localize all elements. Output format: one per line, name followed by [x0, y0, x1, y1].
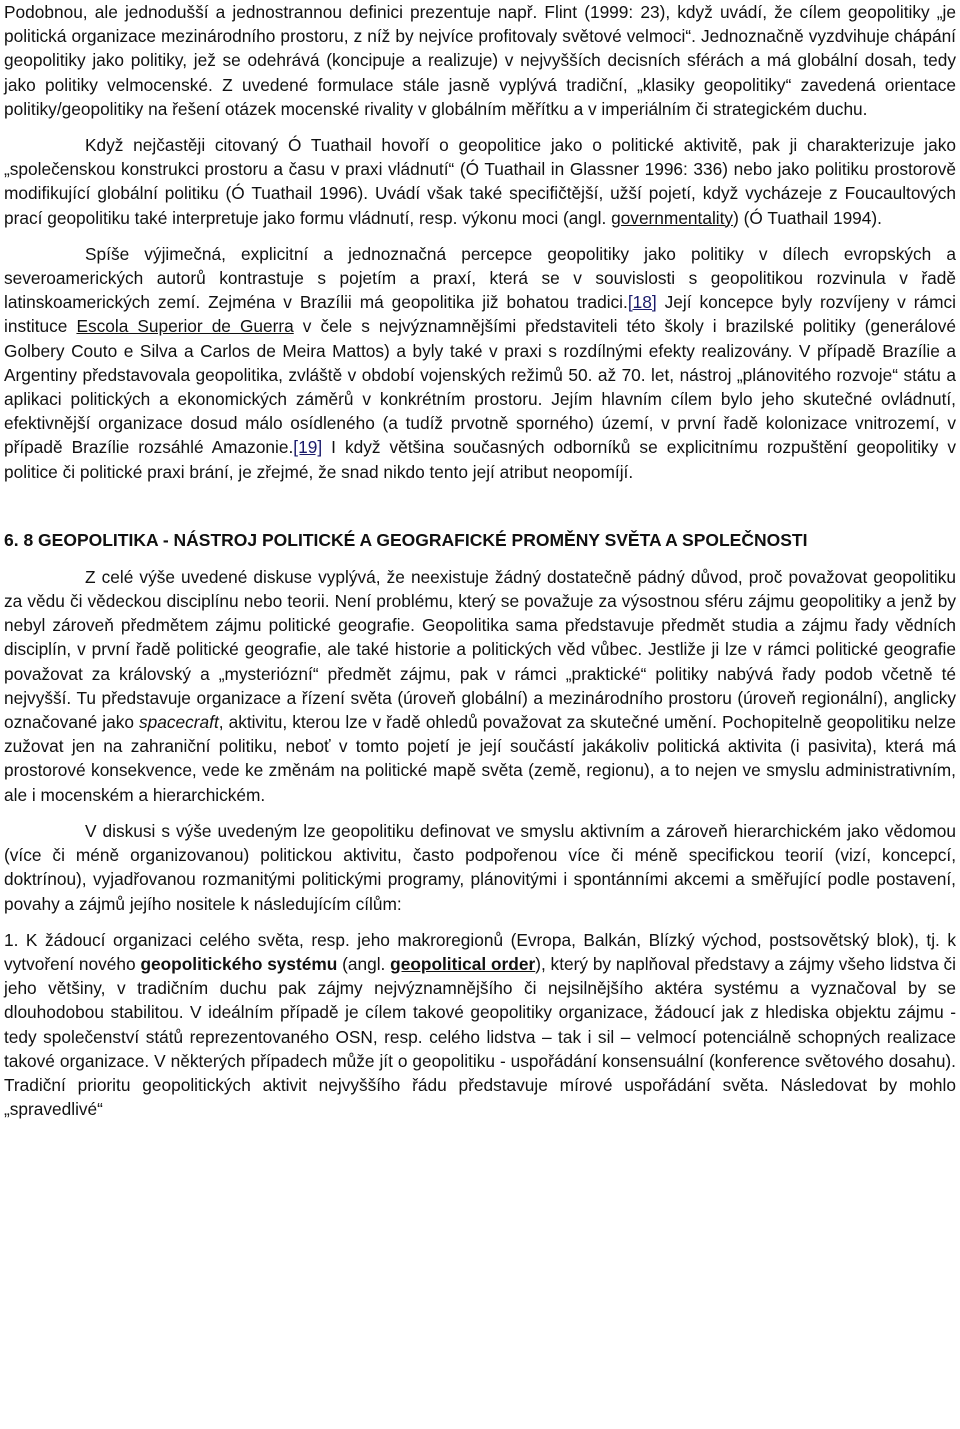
paragraph-conclusion — [4, 565, 956, 807]
paragraph-text: Podobnou, ale jednodušší a jednostrannou definici prezentuje např. Flint (1999: 23), když uvádí, že cílem geopolitiky „je politická organizace mezinárodního prostoru, z níž by nejvíce profitovaly světové velmoci“. Jednoznačně vyzdvihuje chápání geopolitiky jako politiky, jež se odehrává (koncipuje a realizuje) v nejvyšších decisních sférách a má globální dosah, tedy jako politiky velmocenské. Z uvedené formulace stále jasně vyplývá tradiční, „klasiky geopolitiky“ zavedená orientace politiky/geopolitiky na řešení otázek mocenské rivality v globálním měřítku a v imperiálním či strategickém duchu. — [4, 2, 956, 119]
paragraph-definition — [4, 819, 956, 916]
paragraph-flint — [4, 0, 956, 121]
paragraph-text: (angl. — [337, 953, 391, 974]
paragraph-text: Když nejčastěji citovaný Ó Tuathail hovoří o geopolitice jako o politické aktivitě, pak ji charakterizuje jako „společenskou konstrukci prostoru a času v praxi vládnutí“ (Ó Tuathail in Glassner 1996: 336) nebo jako politiku prostorově modifikující globální politiku (Ó Tuathail 1996). Uvádí však také specifičtější, užší pojetí, když vycházeje z Foucaultových prací geopolitiku také interpretuje jako formu vládnutí, resp. výkonu moci (angl. — [4, 135, 956, 228]
paragraph-text: ), který by naplňoval představy a zájmy všeho lidstva či jeho většiny, v tradičním duchu pak zájmy nejvýznamnějšího či nejsilnějšího aktéra systému a vyznačoval by se dlouhodobou stabilitou. V ideálním případě je cílem takové geopolitiky organizace, žádoucí jak z hlediska objektu zájmu - tedy společenství států reprezentovaného OSN, resp. celého lidstva – tak i sil – velmocí potenciálně schopných realizace takové organizace. V některých případech může jít o geopolitiku - uspořádání konsensuální (konference světového dosahu). Tradiční prioritu geopolitických aktivit nejvyššího řádu představuje mírové uspořádání světa. Následovat by mohlo „spravedlivé“ — [4, 953, 956, 1120]
paragraph-text: I když většina současných odborníků se explicitnímu rozpuštění geopolitiky v politice či politické praxi brání, je zřejmé, že snad nikdo tento její atribut neopomíjí. — [4, 437, 956, 482]
section-heading: 6. 8 GEOPOLITIKA - NÁSTROJ POLITICKÉ A GEOGRAFICKÉ PROMĚNY SVĚTA A SPOLEČNOSTI — [4, 529, 808, 550]
link-escola-superior-de-guerra[interactable]: Escola Superior de Guerra — [76, 316, 294, 337]
paragraph-text: ) (Ó Tuathail 1994). — [733, 207, 882, 228]
paragraph-text: Z celé výše uvedené diskuse vyplývá, že neexistuje žádný dostatečně pádný důvod, proč považovat geopolitiku za vědu či vědeckou disciplínu nebo teorii. Není problému, který se považuje za výsostnou sféru zájmu geopolitiky a jenž by nebyl zároveň předmětem zájmu politické geografie. Geopolitika sama představuje předmět studia a zájmu řady vědních disciplín, v první řadě politické geografie, ale také historie a politických věd vůbec. Jestliže ji lze v rámci politické geografie považovat za královský a „mysteriózní“ předmět zájmu, pak v rámci „praktické“ politiky nabývá řady podob včetně té nejvyšší. Tu představuje organizace a řízení světa (úroveň globální) a mezinárodního prostoru (úroveň regionální), anglicky označované jako — [4, 566, 956, 733]
emphasis-spacecraft: spacecraft — [139, 712, 219, 733]
paragraph-text: Spíše výjimečná, explicitní a jednoznačná percepce geopolitiky jako politiky v dílech evropských a severoamerických autorů kontrastuje s pojetím a praxí, která se v souvislosti s geopolitikou rozvinula v řadě latinskoamerických zemí. Zejména v Brazílii má geopolitika již bohatou tradici. — [4, 243, 956, 313]
footnote-ref-19[interactable]: [19] — [293, 437, 323, 458]
paragraph-text: Její koncepce byly rozvíjeny v rámci instituce — [4, 292, 956, 337]
paragraph-text: v čele s nejvýznamnějšími představiteli této školy i brazilské politiky (generálové Golbery Couto e Silva a Carlos de Meira Mattos) a byly také v praxi s rozdílnými efekty realizovány. V případě Brazílie a Argentiny představovala geopolitika, zvláště v období vojenských režimů 50. až 70. let, nástroj „plánovitého rozvoje“ státu a aplikaci politických a ekonomických záměrů v konkrétním prostoru. Jejím hlavním cílem bylo jeho skutečné ovládnutí, efektivnější organizace dosud málo osídleného (a tudíž prvotně sporného) území, v první řadě kolonizace vnitrozemí, v případě Brazílie rozsáhlé Amazonie. — [4, 316, 956, 458]
paragraph-tuathail — [4, 133, 956, 230]
paragraph-text: 1. K žádoucí organizaci celého světa, resp. jeho makroregionů (Evropa, Balkán, Blízký východ, postsovětský blok), tj. k vytvoření nového — [4, 929, 956, 974]
list-item-1 — [4, 928, 956, 1122]
footnote-ref-18[interactable]: [18] — [627, 292, 657, 313]
link-geopolitical-order[interactable]: geopolitical order — [390, 953, 536, 974]
paragraph-text: V diskusi s výše uvedeným lze geopolitiku definovat ve smyslu aktivním a zároveň hierarchickém jako vědomou (více či méně organizovanou) politickou aktivitu, často podpořenou více či méně specifickou teorií (vizí, koncepcí, doktrínou), vyjadřovanou rozmanitými politickými programy, plánovitými i spontánními akcemi a směřující podle postavení, povahy a zájmů jejího nositele k následujícím cílům: — [4, 820, 956, 914]
bold-term: geopolitického systému — [140, 953, 338, 974]
link-governmentality[interactable]: governmentality — [611, 207, 734, 228]
paragraph-latin-america — [4, 242, 956, 484]
paragraph-text: , aktivitu, kterou lze v řadě ohledů považovat za skutečné umění. Pochopitelně geopolitiku nelze zužovat jen na zahraniční politiku, neboť v tomto pojetí je její součástí jakákoliv politická aktivita (i pasivita), která má prostorové konsekvence, vede ke změnám na politické mapě světa (země, regionu), a to nejen ve smyslu administrativním, ale i mocenském a hierarchickém. — [4, 712, 956, 805]
